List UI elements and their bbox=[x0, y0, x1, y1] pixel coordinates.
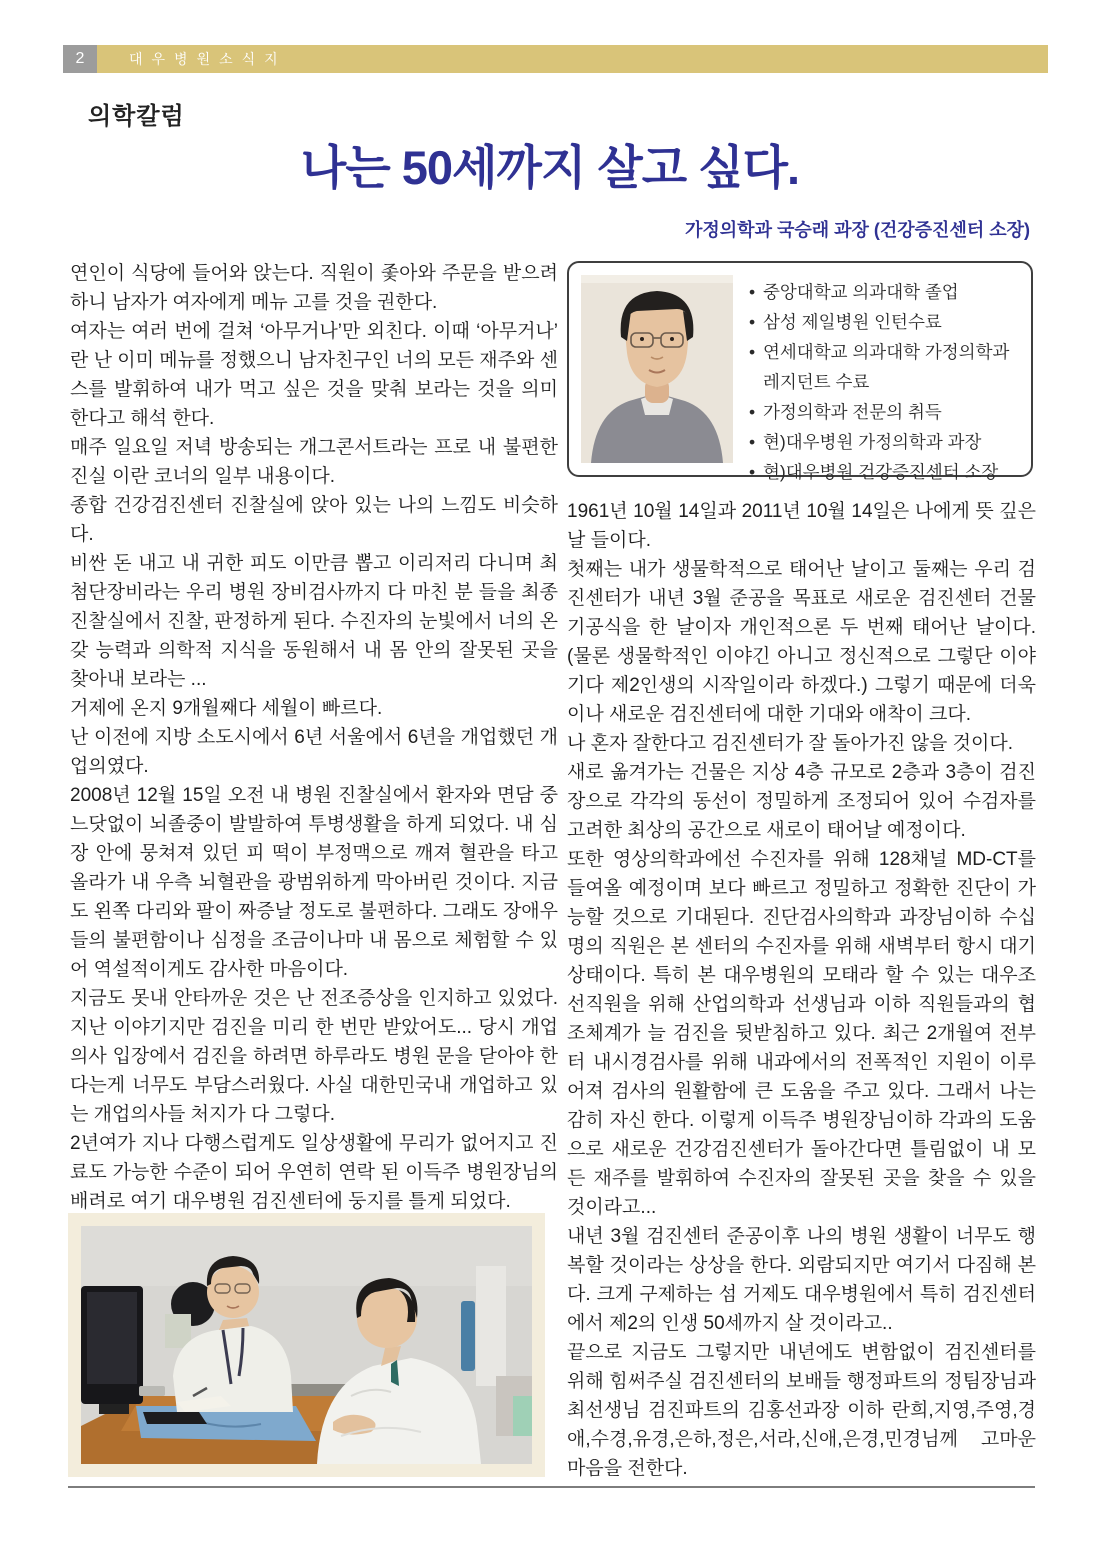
consultation-photo-frame bbox=[68, 1213, 545, 1477]
paragraph: 거제에 온지 9개월째다 세월이 빠르다. bbox=[70, 698, 383, 719]
paragraph: 첫째는 내가 생물학적으로 태어난 날이고 둘째는 우리 검진센터가 내년 3월 준공을 목표로 새로운 검진센터 건물 기공식을 한 날이자 개인적으론 두 번째 태어난 날이다.(물론 생물학적인 이야긴 아니고 정신적으로 그렇단 이야기다 제2인생의 시작일이라 하겠다.) 그렇기 때문에 더욱이나 새로운 검진센터에 대한 기대와 애착이 크다. bbox=[567, 559, 1036, 725]
paragraph: 여자는 여러 번에 걸쳐 ‘아무거나’만 외친다. 이때 ‘아무거나’ 란 난 이미 메뉴를 정했으니 남자친구인 너의 모든 재주와 센스를 발휘하여 내가 먹고 싶은 것을 맞춰 보라는 것을 의미 한다고 해석 한다. bbox=[70, 321, 559, 429]
page-number-box bbox=[63, 45, 97, 73]
article-byline: 가정의학과 국승래 과장 (건강증진센터 소장) bbox=[685, 220, 1030, 240]
author-profile-box bbox=[567, 261, 1033, 482]
paragraph: 지금도 못내 안타까운 것은 난 전조증상을 인지하고 있었다. 지난 이야기지만 검진을 미리 한 번만 받았어도... 당시 개업의사 입장에서 검진을 하려면 하루라도 병원 문을 닫아야 한다는게 너무도 부담스러웠다. 사실 대한민국내 개업하고 있는 개업의사들 처지가 다 그렇다. bbox=[70, 988, 558, 1125]
portrait-image bbox=[581, 275, 733, 463]
paragraph: 2008년 12월 15일 오전 내 병원 진찰실에서 환자와 면담 중 느닷없이 뇌졸중이 발발하여 투병생활을 하게 되었다. 내 심장 안에 뭉쳐져 있던 피 떡이 부정맥으로 깨져 혈관을 타고 올라가 내 우측 뇌혈관을 광범위하게 막아버린 것이다. 지금도 왼쪽 다리와 팔이 짜증날 정도로 불편하다. 그래도 장애우들의 불편함이나 심정을 조금이나마 내 몸으로 체험할 수 있어 역설적이게도 감사한 마음이다. bbox=[70, 785, 559, 980]
page-number: 2 bbox=[75, 50, 85, 67]
profile-credential: • 삼성 제일병원 인턴수료 bbox=[749, 307, 1019, 337]
profile-credential: • 연세대학교 의과대학 가정의학과 레지던트 수료 bbox=[749, 337, 1019, 397]
consultation-photo bbox=[81, 1226, 532, 1464]
profile-credential: • 중앙대학교 의과대학 졸업 bbox=[749, 277, 1019, 307]
header-bar bbox=[97, 45, 1048, 73]
right-text-column bbox=[567, 497, 1036, 1483]
paragraph: 1961년 10월 14일과 2011년 10월 14일은 나에게 뜻 깊은 날 들이다. bbox=[567, 501, 1036, 551]
paragraph: 또한 영상의학과에선 수진자를 위해 128채널 MD-CT를 들여올 예정이며 보다 빠르고 정밀하고 정확한 진단이 가능할 것으로 기대된다. 진단검사의학과 과장님이하 수십명의 직원은 본 센터의 수진자를 위해 새벽부터 항시 대기상태이다. 특히 본 대우병원의 모태라 할 수 있는 대우조선직원을 위해 산업의학과 선생님과 이하 직원들과의 협조체계가 늘 검진을 뒷받침하고 있다. 최근 2개월여 전부터 내시경검사를 위해 내과에서의 전폭적인 지원이 이루어져 검사의 원활함에 큰 도움을 주고 있다. 그래서 나는 감히 자신 한다. 이렇게 이득주 병원장님이하 각과의 도움으로 새로운 건강검진센터가 돌아간다면 틀림없이 내 모든 재주를 발휘하여 수진자의 잘못된 곳을 찾을 수 있을 것이라고... bbox=[567, 849, 1036, 1218]
left-text-column bbox=[70, 259, 558, 1216]
section-label: 의학칼럼 bbox=[88, 103, 185, 130]
newsletter-name: 대우병원소식지 bbox=[129, 51, 287, 67]
paragraph: 내년 3월 검진센터 준공이후 나의 병원 생활이 너무도 행복할 것이라는 상상을 한다. 외람되지만 여기서 다짐해 본다. 크게 구제하는 섬 거제도 대우병원에서 특히 검진센터에서 제2의 인생 50세까지 살 것이라고.. bbox=[567, 1226, 1036, 1334]
paragraph: 매주 일요일 저녁 방송되는 개그콘서트라는 프로 내 불편한 진실 이란 코너의 일부 내용이다. bbox=[70, 437, 558, 487]
author-portrait-photo bbox=[581, 275, 733, 463]
paragraph: 비싼 돈 내고 내 귀한 피도 이만큼 뽑고 이리저리 다니며 최첨단장비라는 우리 병원 장비검사까지 다 마친 분 들을 최종 진찰실에서 진찰, 판정하게 된다. 수진자의 눈빛에서 너의 온갖 능력과 의학적 지식을 동원해서 내 몸 안의 잘못된 곳을 찾아내 보라는 ... bbox=[70, 553, 559, 690]
profile-credential: • 현)대우병원 건강증진센터 소장 bbox=[749, 457, 1019, 487]
paragraph: 종합 건강검진센터 진찰실에 앉아 있는 나의 느낌도 비슷하다. bbox=[70, 495, 558, 545]
paragraph: 난 이전에 지방 소도시에서 6년 서울에서 6년을 개업했던 개업의였다. bbox=[70, 727, 558, 777]
paragraph: 연인이 식당에 들어와 앉는다. 직원이 좇아와 주문을 받으려하니 남자가 여자에게 메뉴 고를 것을 권한다. bbox=[70, 263, 558, 313]
profile-credential-list bbox=[749, 277, 1019, 482]
paragraph: 2년여가 지나 다행스럽게도 일상생활에 무리가 없어지고 진료도 가능한 수준이 되어 우연히 연락 된 이득주 병원장님의 배려로 여기 대우병원 검진센터에 둥지를 틀게 되었다. bbox=[70, 1133, 558, 1212]
paragraph: 나 혼자 잘한다고 검진센터가 잘 돌아가진 않을 것이다. bbox=[567, 733, 1014, 754]
profile-credential: • 가정의학과 전문의 취득 bbox=[749, 397, 1019, 427]
article-title: 나는 50세까지 살고 싶다. bbox=[300, 141, 800, 194]
paragraph: 끝으로 지금도 그렇지만 내년에도 변함없이 검진센터를 위해 힘써주실 검진센터의 보배들 행정파트의 정팀장님과 최선생님 검진파트의 김홍선과장 이하 란희,지영,주영,경애,수경,유경,은하,정은,서라,신애,은경,민경님께 고마운 마음을 전한다. bbox=[567, 1342, 1036, 1479]
paragraph: 새로 옮겨가는 건물은 지상 4층 규모로 2층과 3층이 검진장으로 각각의 동선이 정밀하게 조정되어 있어 수검자를 고려한 최상의 공간으로 새로이 태어날 예정이다. bbox=[567, 762, 1036, 841]
profile-credential: • 현)대우병원 가정의학과 과장 bbox=[749, 427, 1019, 457]
bottom-divider bbox=[68, 1486, 1035, 1488]
